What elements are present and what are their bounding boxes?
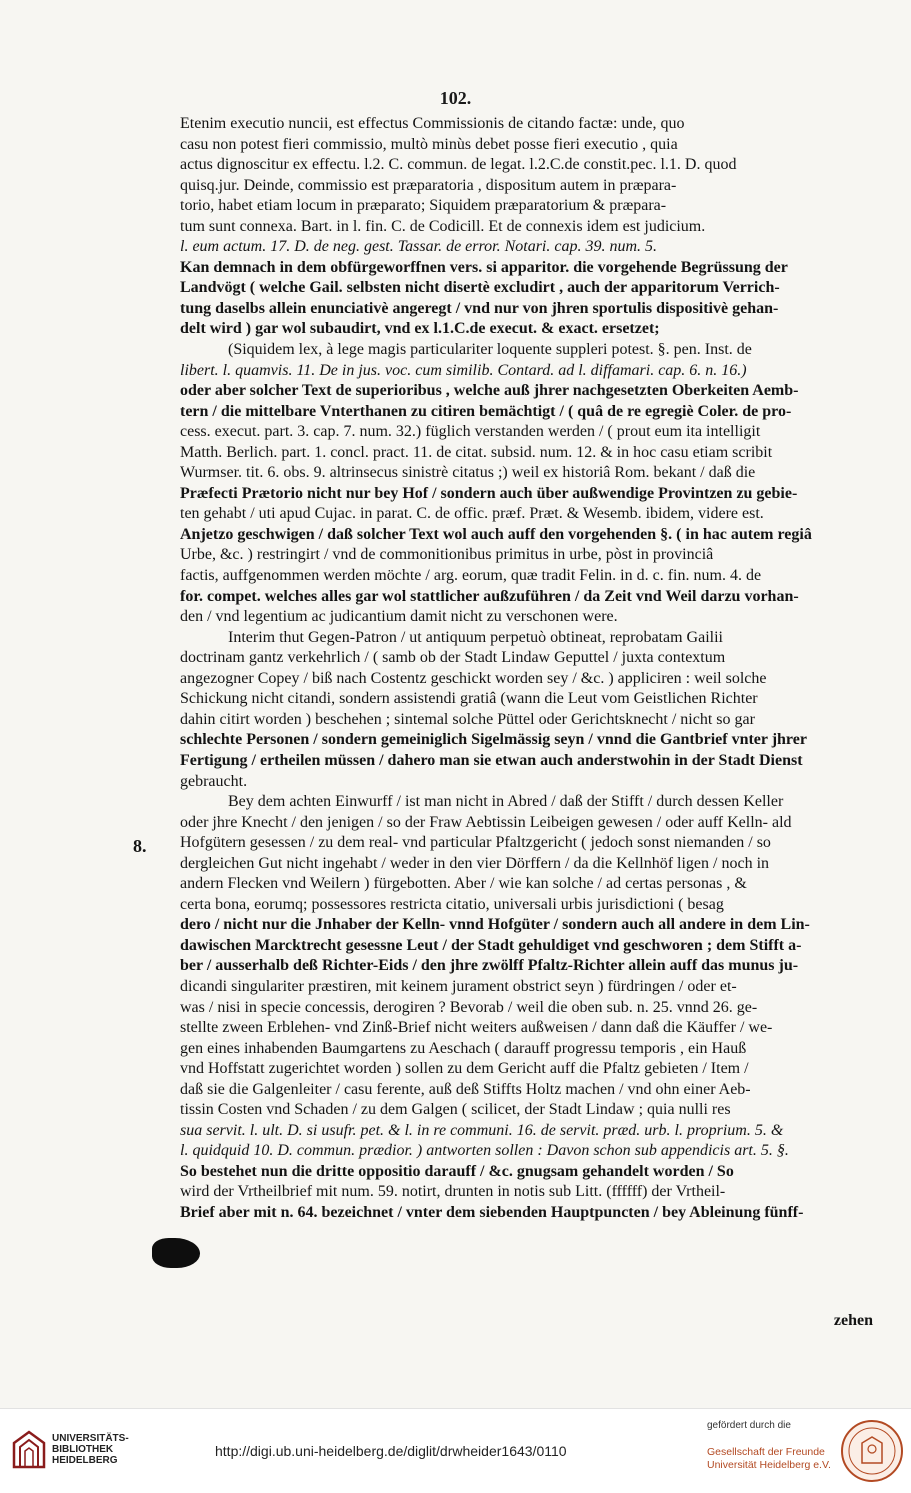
- text-line: factis, auffgenommen werden möchte / arg. eorum, quæ tradit Felin. in d. c. fin. num. 4. de: [180, 567, 762, 585]
- text-line: actus dignoscitur ex effectu. l.2. C. commun. de legat. l.2.C.de constit.pec. l.1. D. quod: [180, 156, 737, 174]
- text-line: l. quidquid 10. D. commun. prædior. ) antworten sollen : Davon schon sub appendicis art. 5. §.: [180, 1142, 789, 1160]
- text-line: ten gehabt / uti apud Cujac. in parat. C. de offic. præf. Præt. & Wesemb. ibidem, videre est.: [180, 505, 764, 523]
- library-name-line: BIBLIOTHEK: [52, 1444, 114, 1455]
- text-line: dero / nicht nur die Jnhaber der Kelln- vnnd Hofgüter / sondern auch all andere in dem Lin-: [180, 916, 810, 934]
- text-line: Wurmser. tit. 6. obs. 9. altrinsecus sinistrè citatus ;) weil ex historiâ Rom. bekant / daß die: [180, 464, 756, 482]
- text-line: tern / die mittelbare Vnterthanen zu citiren bemächtigt / ( quâ de re egregiè Coler. de pro-: [180, 402, 792, 420]
- library-logo-icon: [10, 1429, 48, 1471]
- text-line: tung daselbs allein enunciativè angeregt / vnd nur von jhren sportulis dispositivè gehan-: [180, 299, 779, 317]
- text-line: tissin Costen vnd Schaden / zu dem Galgen ( scilicet, der Stadt Lindaw ; quia nulli res: [180, 1101, 731, 1119]
- text-line: quisq.jur. Deinde, commissio est præparatoria , dispositum autem in præpara-: [180, 176, 677, 194]
- text-line: vnd Hoffstatt zugerichtet worden ) sollen zu dem Gericht auff die Pfaltz gebieten / Item /: [180, 1060, 749, 1078]
- text-line: casu non potest fieri commissio, multò minùs debet posse fieri executio , quia: [180, 135, 678, 153]
- text-line: Kan demnach in dem obfürgeworffnen vers. si apparitor. die vorgehende Begrüssung der: [180, 258, 788, 276]
- text-line: sua servit. l. ult. D. si usufr. pet. & l. in re communi. 16. de servit. præd. urb. l. proprium. 5. &: [180, 1121, 784, 1139]
- text-line: dahin citirt worden ) beschehen ; sintemal solche Püttel oder Gerichtsknecht / nicht so gar: [180, 710, 755, 728]
- library-name-line: HEIDELBERG: [52, 1455, 118, 1466]
- text-line: So bestehet nun die dritte oppositio darauff / &c. gnugsam gehandelt worden / So: [180, 1162, 734, 1180]
- library-name-line: UNIVERSITÄTS-: [52, 1433, 129, 1444]
- text-line: andern Flecken vnd Weilern ) fürgebotten. Aber / wie kan solche / ad certas personas , &: [180, 875, 747, 893]
- text-line: doctrinam gantz verkehrlich / ( samb ob der Stadt Lindaw Geputtel / juxta contextum: [180, 649, 726, 667]
- text-line: Matth. Berlich. part. 1. concl. pract. 11. de citat. subsid. num. 12. & in hoc casu etiam scribit: [180, 443, 773, 461]
- text-line: Fertigung / ertheilen müssen / dahero man sie etwan auch anderstwohin in der Stadt Dienst: [180, 751, 803, 769]
- sponsor-name: [707, 1446, 831, 1472]
- text-line: oder jhre Knecht / den jenigen / so der Fraw Aebtissin Leibeigen gewesen / oder auff Kelln- ald: [180, 813, 792, 831]
- text-line: torio, habet etiam locum in præparato; Siquidem præparatorium & præpara-: [180, 197, 667, 215]
- text-line: Interim thut Gegen-Patron / ut antiquum perpetuò obtineat, reprobatam Gailii: [228, 628, 723, 646]
- text-line: Landvögt ( welche Gail. selbsten nicht disertè excludirt , auch der apparitorum Verrich-: [180, 279, 780, 297]
- text-line: gen eines inhabenden Baumgartens zu Aeschach ( darauff progressu temporis , ein Hauß: [180, 1039, 747, 1057]
- text-line: Etenim executio nuncii, est effectus Commissionis de citando factæ: unde, quo: [180, 115, 685, 132]
- text-line: l. eum actum. 17. D. de neg. gest. Tassar. de error. Notari. cap. 39. num. 5.: [180, 238, 658, 256]
- text-line: Hofgütern gesessen / zu dem real- vnd particular Pfaltzgericht ( jedoch sonst niemanden / so: [180, 834, 771, 852]
- text-line: gebraucht.: [180, 772, 248, 790]
- text-line: cess. execut. part. 3. cap. 7. num. 32.) füglich verstanden werden / ( prout eum ita intelligit: [180, 423, 761, 441]
- text-line: dawischen Marcktrecht gesessne Leut / der Stadt gehuldiget vnd geschworen ; dem Stifft a-: [180, 936, 802, 954]
- text-line: delt wird ) gar wol subaudirt, vnd ex l.1.C.de execut. & exact. ersetzet;: [180, 320, 660, 338]
- sponsor-label: gefördert durch die: [707, 1420, 791, 1431]
- page-number: 102.: [439, 88, 472, 108]
- text-line: Urbe, &c. ) restringirt / vnd de commonitionibus primitus in urbe, pòst in provinciâ: [180, 546, 714, 564]
- text-line: daß sie die Galgenleiter / casu ferente, auß deß Stiffts Holtz machen / vnd ohn einer Aeb-: [180, 1080, 751, 1098]
- text-line: wird der Vrtheilbrief mit num. 59. notirt, drunten in notis sub Litt. (ffffff) der Vrtheil-: [180, 1183, 726, 1201]
- catchword: zehen: [833, 1312, 873, 1329]
- text-line: stellte zween Erblehen- vnd Zinß-Brief nicht weiters außweisen / dann daß die Käuffer / we-: [180, 1019, 773, 1037]
- text-line: Præfecti Prætorio nicht nur bey Hof / sondern auch über außwendige Provintzen zu gebie-: [180, 484, 798, 502]
- text-line: Brief aber mit n. 64. bezeichnet / vnter dem siebenden Hauptpuncten / bey Ableinung fünff-: [180, 1203, 804, 1221]
- text-line: tum sunt connexa. Bart. in l. fin. C. de Codicill. Et de connexis idem est judicium.: [180, 217, 706, 235]
- sponsor-name-line: Universität Heidelberg e.V.: [707, 1459, 831, 1471]
- text-line: oder aber solcher Text de superioribus , welche auß jhrer nachgesetzten Oberkeiten Aemb-: [180, 382, 799, 400]
- text-line: Anjetzo geschwigen / daß solcher Text wol auch auff den vorgehenden §. ( in hac autem regiâ: [180, 525, 812, 543]
- text-line: angezogner Copey / biß nach Costentz geschickt worden sey / &c. ) appliciren : weil solche: [180, 669, 767, 687]
- footer-bar: [0, 1408, 911, 1493]
- text-line: libert. l. quamvis. 11. De in jus. voc. cum similib. Contard. ad l. diffamari. cap. 6. n. 16.): [180, 361, 747, 379]
- permalink-url[interactable]: http://digi.ub.uni-heidelberg.de/diglit/drwheider1643/0110: [215, 1443, 567, 1459]
- text-line: (Siquidem lex, à lege magis particulariter loquente suppleri potest. §. pen. Inst. de: [228, 341, 752, 359]
- university-seal-icon: [840, 1419, 904, 1483]
- text-line: dergleichen Gut nicht ingehabt / weder in den vier Dörffern / da die Kellnhöf ligen / noch in: [180, 854, 770, 872]
- margin-note: 8.: [133, 836, 147, 856]
- body-text: [180, 114, 880, 1224]
- text-line: Bey dem achten Einwurff / ist man nicht in Abred / daß der Stifft / durch dessen Keller: [228, 793, 784, 811]
- text-line: certa bona, eorumq; possessores restricta citatio, universali urbis jurisdictioni ( besag: [180, 895, 724, 913]
- text-line: Schickung nicht citandi, sondern assistendi gratiâ (wann die Leut vom Geistlichen Richter: [180, 690, 758, 708]
- library-name: [52, 1433, 129, 1466]
- sponsor-name-line: Gesellschaft der Freunde: [707, 1446, 825, 1458]
- text-line: was / nisi in specie concessis, derogiren ? Bevorab / weil die oben sub. n. 25. vnnd 26. ge-: [180, 998, 758, 1016]
- text-line: for. compet. welches alles gar wol stattlicher außzuführen / da Zeit vnd Weil darzu vorhan-: [180, 587, 799, 605]
- text-line: ber / ausserhalb deß Richter-Eids / den jhre zwölff Pfaltz-Richter allein auff das munus ju-: [180, 957, 799, 975]
- text-line: dicandi singulariter præstiren, mit keinem jurament obstrict seyn ) fürdringen / oder et-: [180, 977, 737, 995]
- ink-blot: [152, 1238, 200, 1268]
- text-line: den / vnd legentium ac judicantium damit nicht zu verschonen were.: [180, 608, 618, 626]
- text-line: schlechte Personen / sondern gemeiniglich Sigelmässig seyn / vnnd die Gantbrief vnter jhrer: [180, 731, 807, 749]
